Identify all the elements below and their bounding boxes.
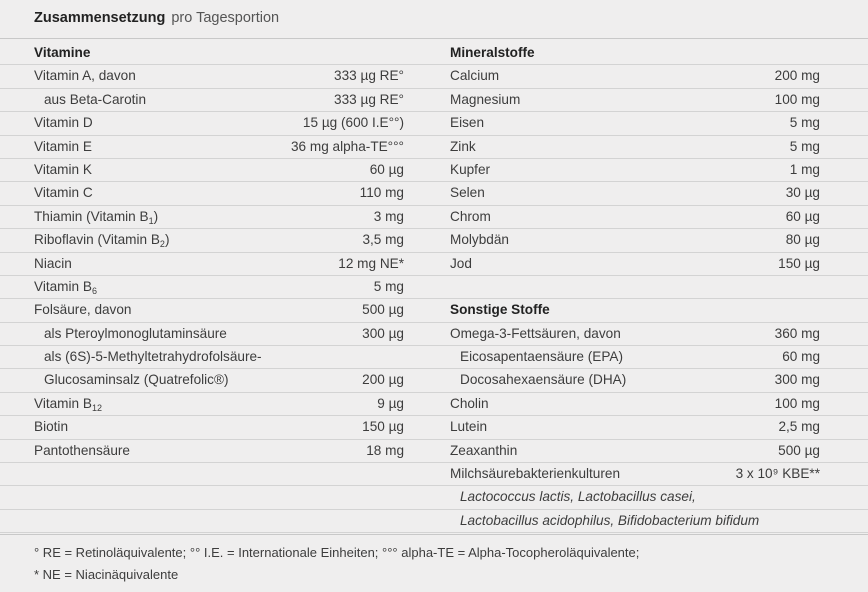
left-nutrient-subscript: 2: [159, 239, 165, 250]
left-nutrient-name: [34, 232, 169, 249]
left-nutrient-name: [34, 396, 102, 413]
left-nutrient-value: 15 µg (600 I.E°°): [302, 115, 404, 131]
table-row: [0, 276, 868, 299]
right-nutrient-value: 3 x 10⁹ KBE**: [735, 466, 820, 482]
left-nutrient-value: 500 µg: [362, 302, 404, 318]
right-nutrient-value: 5 mg: [789, 115, 820, 131]
right-nutrient-name: Magnesium: [450, 91, 521, 107]
table-title: [34, 10, 279, 26]
left-nutrient-value: 300 µg: [362, 325, 404, 341]
table-row: [0, 369, 868, 392]
right-nutrient-value: 500 µg: [778, 442, 820, 458]
table-row: [0, 136, 868, 159]
table-row: [0, 253, 868, 276]
left-nutrient-label: Glucosaminsalz (Quatrefolic®): [44, 372, 229, 388]
right-nutrient-value: 1 mg: [789, 161, 820, 177]
left-nutrient-label: Vitamin B: [34, 278, 92, 294]
title-subtitle: pro Tagesportion: [171, 10, 280, 26]
left-nutrient-label: Vitamin B: [34, 395, 92, 411]
left-nutrient-name: [34, 185, 93, 200]
left-nutrient-value: 110 mg: [359, 185, 404, 201]
right-nutrient-value: 100 mg: [774, 395, 820, 411]
right-nutrient-value: 60 µg: [785, 208, 820, 224]
left-nutrient-value: 333 µg RE°: [334, 91, 404, 107]
left-nutrient-label: als Pteroylmonoglutaminsäure: [44, 325, 227, 341]
right-nutrient-value: 100 mg: [774, 91, 820, 107]
right-nutrient-name: Lutein: [450, 419, 488, 435]
right-nutrient-value: 200 mg: [774, 68, 820, 84]
left-nutrient-label: Vitamin E: [34, 138, 92, 154]
left-nutrient-name: [34, 419, 68, 434]
right-nutrient-name: Eisen: [450, 115, 485, 131]
right-nutrient-value: 360 mg: [774, 325, 820, 341]
left-nutrient-value: 18 mg: [366, 442, 404, 458]
left-nutrient-label: als (6S)-5-Methyltetrahydrofolsäure-: [44, 349, 262, 365]
table-row: [0, 229, 868, 252]
left-nutrient-name: [34, 279, 97, 296]
left-nutrient-value: 5 mg: [373, 278, 404, 294]
left-nutrient-label: Vitamin D: [34, 115, 93, 131]
left-nutrient-name: [34, 256, 72, 271]
right-nutrient-name: Omega-3-Fettsäuren, davon: [450, 325, 621, 341]
table-row: [0, 486, 868, 509]
left-nutrient-name: [34, 92, 146, 107]
left-nutrient-value: 9 µg: [377, 395, 404, 411]
left-nutrient-label: Thiamin (Vitamin B: [34, 208, 149, 224]
left-nutrient-label: Pantothensäure: [34, 442, 130, 458]
left-nutrient-label: Vitamin A, davon: [34, 68, 136, 84]
right-nutrient-name: Lactococcus lactis, Lactobacillus casei,: [460, 489, 696, 505]
left-nutrient-value: 60 µg: [369, 161, 404, 177]
left-nutrient-name: [34, 372, 229, 387]
right-nutrient-name: Milchsäurebakterienkulturen: [450, 466, 621, 482]
bottom-divider: [0, 534, 868, 535]
left-nutrient-subscript: 12: [91, 402, 102, 413]
right-nutrient-name: Selen: [450, 185, 485, 201]
left-nutrient-value: 36 mg alpha-TE°°°: [290, 138, 404, 154]
right-nutrient-name: Cholin: [450, 395, 489, 411]
left-nutrient-label: Folsäure, davon: [34, 302, 132, 318]
left-nutrient-label: Vitamin K: [34, 161, 92, 177]
left-nutrient-name: [34, 209, 158, 226]
table-header-row: [0, 42, 868, 65]
right-nutrient-value: 30 µg: [785, 185, 820, 201]
right-nutrient-name: Lactobacillus acidophilus, Bifidobacterium bifidum: [460, 512, 760, 528]
left-nutrient-value: 200 µg: [362, 372, 404, 388]
left-nutrient-subscript: 6: [91, 285, 97, 296]
left-nutrient-label: Niacin: [34, 255, 72, 271]
left-nutrient-label: Biotin: [34, 419, 69, 435]
right-nutrient-name: Kupfer: [450, 161, 491, 177]
left-nutrient-label: aus Beta-Carotin: [44, 91, 147, 107]
sonstige-stoffe-heading: Sonstige Stoffe: [450, 302, 550, 318]
left-nutrient-value: 333 µg RE°: [334, 68, 404, 84]
right-nutrient-name: Zink: [450, 138, 476, 154]
table-row: [0, 112, 868, 135]
top-divider: [0, 38, 868, 39]
table-row: [0, 463, 868, 486]
table-row: [0, 89, 868, 112]
right-nutrient-value: 80 µg: [785, 232, 820, 248]
right-nutrient-name: Jod: [450, 255, 472, 271]
mineralstoffe-heading: Mineralstoffe: [450, 45, 535, 60]
left-nutrient-name: [34, 326, 227, 341]
footnote-line-2: * NE = Niacinäquivalente: [34, 567, 179, 582]
right-nutrient-name: Eicosapentaensäure (EPA): [460, 349, 623, 365]
right-nutrient-value: 60 mg: [782, 349, 820, 365]
right-nutrient-name: Molybdän: [450, 232, 509, 248]
left-nutrient-label: Vitamin C: [34, 185, 93, 201]
right-nutrient-value: 5 mg: [789, 138, 820, 154]
left-nutrient-name: [34, 139, 92, 154]
table-row: [0, 182, 868, 205]
title-text: Zusammensetzung: [34, 10, 166, 26]
left-nutrient-name: [34, 349, 262, 364]
right-nutrient-value: 2,5 mg: [778, 419, 820, 435]
left-nutrient-name: [34, 68, 136, 83]
table-row: [0, 159, 868, 182]
table-row: [0, 65, 868, 88]
left-nutrient-value: 3,5 mg: [362, 232, 404, 248]
footnote-line-1: ° RE = Retinoläquivalente; °° I.E. = Internationale Einheiten; °°° alpha-TE = Alpha-Tocopheroläquivalente;: [34, 545, 640, 560]
nutrition-table: [0, 42, 868, 533]
table-row: [0, 206, 868, 229]
table-row: [0, 416, 868, 439]
table-row: [0, 346, 868, 369]
left-nutrient-suffix: ): [153, 208, 159, 224]
table-row: [0, 440, 868, 463]
table-row: [0, 393, 868, 416]
left-nutrient-name: [34, 302, 131, 317]
left-nutrient-value: 150 µg: [362, 419, 404, 435]
left-nutrient-name: [34, 115, 93, 130]
left-nutrient-name: [34, 162, 92, 177]
left-nutrient-value: 3 mg: [373, 208, 404, 224]
vitamine-heading: Vitamine: [34, 45, 91, 60]
right-nutrient-name: Calcium: [450, 68, 500, 84]
left-nutrient-suffix: ): [164, 232, 170, 248]
right-nutrient-name: Chrom: [450, 208, 491, 224]
left-nutrient-name: [34, 443, 130, 458]
right-nutrient-name: Docosahexaensäure (DHA): [460, 372, 627, 388]
right-nutrient-value: 150 µg: [778, 255, 820, 271]
right-nutrient-value: 300 mg: [774, 372, 820, 388]
right-nutrient-name: Zeaxanthin: [450, 442, 518, 458]
left-nutrient-subscript: 1: [148, 215, 154, 226]
left-nutrient-value: 12 mg NE*: [338, 255, 404, 271]
table-row: [0, 323, 868, 346]
table-row: [0, 299, 868, 322]
table-row: [0, 510, 868, 533]
left-nutrient-label: Riboflavin (Vitamin B: [34, 232, 160, 248]
